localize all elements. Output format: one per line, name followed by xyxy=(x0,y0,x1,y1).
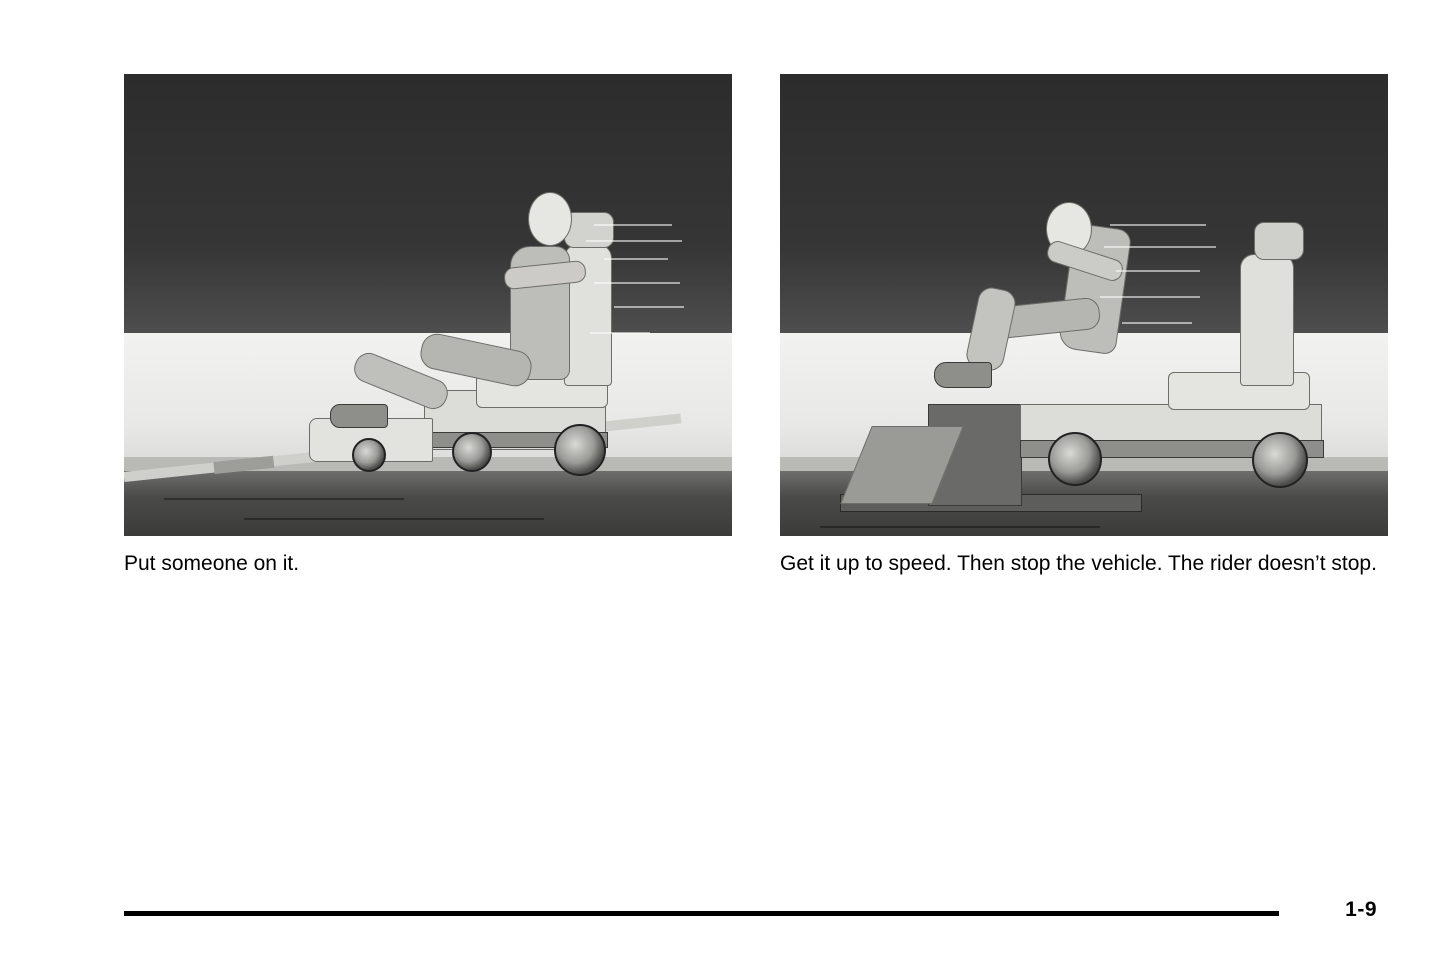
sled-wheel-mid xyxy=(352,438,386,472)
motion-streak xyxy=(1110,224,1206,226)
footer-rule xyxy=(124,911,1279,916)
road-motion-streak xyxy=(820,526,1100,528)
sled-wheel-front xyxy=(1048,432,1102,486)
sky-band xyxy=(124,74,732,333)
rider-shoe xyxy=(934,362,992,388)
motion-streak xyxy=(614,306,684,308)
motion-streak xyxy=(604,258,668,260)
sled-wheel-rear xyxy=(554,424,606,476)
motion-streak xyxy=(1104,246,1216,248)
figure-right xyxy=(780,74,1388,578)
head-restraint xyxy=(1254,222,1304,260)
motion-streak xyxy=(594,224,672,226)
page-number: 1-9 xyxy=(1345,898,1377,921)
sled-stops-rider-continues-illustration xyxy=(780,74,1388,536)
figure-right-caption: Get it up to speed. Then stop the vehicle. The rider doesn’t stop. xyxy=(780,552,1377,575)
sled-wheel-rear xyxy=(1252,432,1308,488)
motion-streak xyxy=(586,240,682,242)
figure-left xyxy=(124,74,732,578)
motion-streak xyxy=(1116,270,1200,272)
foreground-band xyxy=(124,471,732,536)
seat-back xyxy=(1240,254,1294,386)
motion-streak xyxy=(594,282,680,284)
rider-shoe xyxy=(330,404,388,428)
motion-streak xyxy=(590,332,650,334)
road-motion-streak xyxy=(244,518,544,520)
road-motion-streak xyxy=(164,498,404,500)
sled-wheel-front xyxy=(452,432,492,472)
rider-on-sled-illustration xyxy=(124,74,732,536)
motion-streak xyxy=(1100,296,1200,298)
figure-left-caption: Put someone on it. xyxy=(124,552,300,575)
rider-head xyxy=(528,192,572,246)
motion-streak xyxy=(1122,322,1192,324)
figure-row xyxy=(124,74,1388,578)
